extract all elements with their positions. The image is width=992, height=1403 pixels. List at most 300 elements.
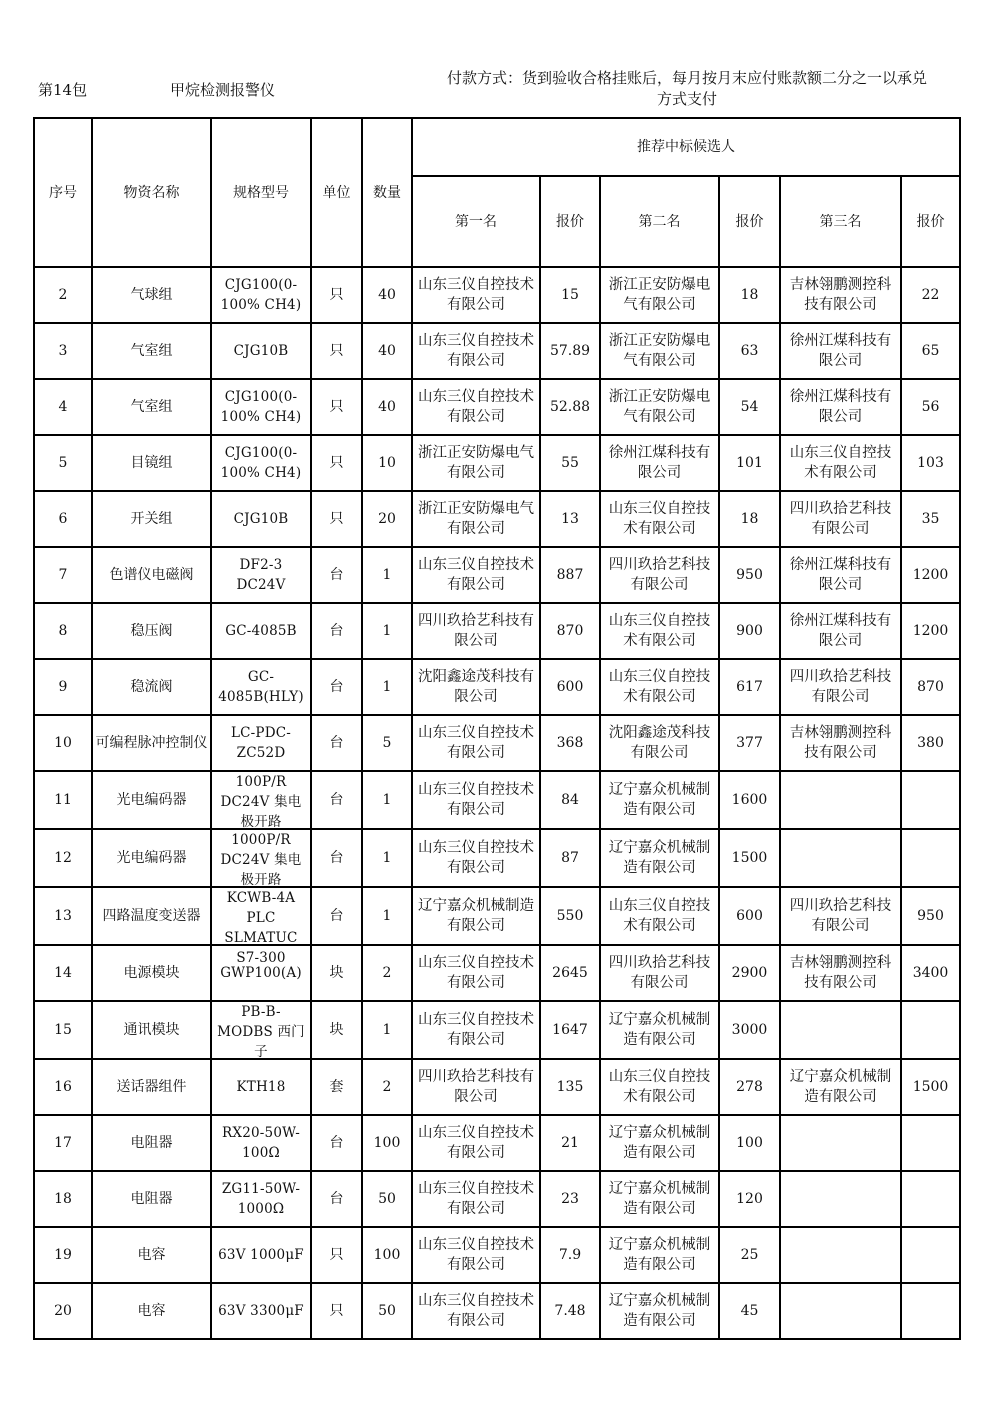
table-row [34, 659, 960, 715]
cell-seq-text: 10 [54, 735, 72, 751]
cell-spec-text: KTH18 [236, 1079, 286, 1095]
cell-first [412, 1059, 540, 1115]
cell-price3-text: 56 [921, 399, 940, 415]
cell-third [780, 379, 901, 435]
cell-price1 [540, 945, 600, 1001]
cell-first-text: 山东三仪自控技术有限公司 [418, 1012, 534, 1048]
cell-second-text: 浙江正安防爆电气有限公司 [608, 389, 711, 425]
cell-price1-text: 13 [561, 511, 579, 527]
cell-seq-text: 5 [58, 455, 68, 471]
cell-unit-text: 台 [329, 679, 344, 695]
cell-price1 [540, 1283, 600, 1339]
cell-price2 [719, 1059, 780, 1115]
cell-third [780, 491, 901, 547]
cell-price2 [719, 603, 780, 659]
cell-second-text: 辽宁嘉众机械制造有限公司 [608, 840, 711, 876]
cell-third [780, 945, 901, 1001]
cell-third-text: 吉林翎鹏测控科技有限公司 [789, 725, 892, 761]
cell-price1 [540, 771, 600, 829]
cell-price1-text: 600 [556, 679, 584, 695]
cell-seq [34, 1227, 92, 1283]
cell-second [600, 771, 719, 829]
cell-spec [211, 659, 311, 715]
cell-second [600, 435, 719, 491]
cell-unit [311, 547, 362, 603]
cell-third-text: 辽宁嘉众机械制造有限公司 [789, 1069, 892, 1105]
cell-third [780, 887, 901, 945]
cell-price2 [719, 547, 780, 603]
cell-unit-text: 台 [329, 567, 344, 583]
cell-unit [311, 1283, 362, 1339]
cell-spec-text: GC-4085B [225, 623, 297, 639]
table-row [34, 603, 960, 659]
cell-second [600, 659, 719, 715]
cell-first [412, 887, 540, 945]
cell-price2 [719, 887, 780, 945]
cell-unit-text: 台 [329, 792, 344, 808]
table-row [34, 1059, 960, 1115]
cell-price3 [901, 945, 960, 1001]
cell-price1-text: 550 [556, 908, 584, 924]
cell-price2 [719, 945, 780, 1001]
cell-second-text: 辽宁嘉众机械制造有限公司 [608, 1012, 711, 1048]
table-row [34, 491, 960, 547]
cell-spec-text: CJG10B [233, 511, 289, 527]
cell-third [780, 547, 901, 603]
cell-name [92, 1059, 211, 1115]
cell-unit [311, 659, 362, 715]
cell-second [600, 887, 719, 945]
cell-price1 [540, 1227, 600, 1283]
cell-price1-text: 84 [561, 792, 579, 808]
cell-price3 [901, 1283, 960, 1339]
cell-spec [211, 1115, 311, 1171]
cell-qty-text: 50 [378, 1191, 396, 1207]
cell-price1 [540, 1115, 600, 1171]
cell-name-text: 送话器组件 [116, 1079, 187, 1095]
cell-third-text: 四川玖拾艺科技有限公司 [789, 669, 892, 705]
cell-second [600, 1059, 719, 1115]
cell-price1-text: 52.88 [549, 399, 591, 415]
cell-first-text: 浙江正安防爆电气有限公司 [418, 445, 534, 481]
cell-name-text: 通讯模块 [123, 1022, 180, 1038]
cell-seq-text: 17 [54, 1135, 72, 1151]
cell-spec-text: GC-4085B(HLY) [218, 669, 304, 705]
cell-seq-text: 8 [58, 623, 68, 639]
cell-unit-text: 套 [329, 1079, 344, 1095]
cell-qty [362, 1001, 412, 1059]
cell-unit [311, 945, 362, 1001]
cell-seq [34, 267, 92, 323]
cell-spec-text: CJG100(0-100% CH4) [220, 277, 302, 313]
cell-first-text: 沈阳鑫途茂科技有限公司 [418, 669, 534, 705]
cell-spec-text: RX20-50W-100Ω [222, 1125, 300, 1161]
cell-price3-text: 1200 [912, 623, 949, 639]
cell-second [600, 1171, 719, 1227]
cell-qty-text: 1 [382, 567, 392, 583]
cell-price3-text: 22 [921, 287, 940, 303]
cell-seq [34, 829, 92, 887]
cell-price1-text: 15 [561, 287, 579, 303]
cell-qty [362, 1227, 412, 1283]
cell-qty-text: 40 [378, 399, 396, 415]
cell-name-text: 电源模块 [123, 965, 180, 981]
cell-price2-text: 950 [736, 567, 763, 583]
cell-name-text: 电容 [137, 1247, 166, 1263]
cell-unit [311, 1227, 362, 1283]
cell-first-text: 山东三仪自控技术有限公司 [418, 782, 534, 818]
cell-spec [211, 1283, 311, 1339]
table-row [34, 771, 960, 829]
cell-qty-text: 40 [378, 287, 396, 303]
payment-terms [404, 68, 970, 110]
cell-name-text: 电阻器 [130, 1135, 173, 1151]
cell-price2 [719, 1115, 780, 1171]
cell-price3 [901, 771, 960, 829]
cell-qty [362, 829, 412, 887]
cell-third [780, 1171, 901, 1227]
cell-unit [311, 267, 362, 323]
cell-qty-text: 1 [382, 623, 392, 639]
cell-price1-text: 7.48 [554, 1303, 586, 1319]
table-row [34, 715, 960, 771]
table-row [34, 1171, 960, 1227]
cell-third-text: 吉林翎鹏测控科技有限公司 [789, 277, 892, 313]
header-first: 第一名 [412, 176, 540, 267]
cell-third [780, 1227, 901, 1283]
cell-unit [311, 603, 362, 659]
cell-second [600, 379, 719, 435]
cell-spec-text: CJG10B [233, 343, 289, 359]
cell-first-text: 山东三仪自控技术有限公司 [418, 725, 534, 761]
cell-spec [211, 829, 311, 887]
cell-name [92, 435, 211, 491]
cell-name-text: 气球组 [130, 287, 173, 303]
cell-price2 [719, 715, 780, 771]
cell-spec [211, 1059, 311, 1115]
cell-first [412, 379, 540, 435]
cell-qty [362, 1059, 412, 1115]
cell-first-text: 辽宁嘉众机械制造有限公司 [418, 898, 534, 934]
cell-price2-text: 18 [740, 511, 759, 527]
cell-qty [362, 547, 412, 603]
cell-third-text: 徐州江煤科技有限公司 [789, 557, 892, 593]
cell-price2 [719, 771, 780, 829]
cell-seq [34, 659, 92, 715]
cell-spec [211, 491, 311, 547]
cell-second-text: 辽宁嘉众机械制造有限公司 [608, 1181, 711, 1217]
cell-spec [211, 715, 311, 771]
cell-price2 [719, 1001, 780, 1059]
cell-spec [211, 547, 311, 603]
header-price3: 报价 [901, 176, 960, 267]
cell-price3 [901, 547, 960, 603]
cell-name [92, 1171, 211, 1227]
cell-price1 [540, 435, 600, 491]
cell-name [92, 323, 211, 379]
cell-qty-text: 1 [382, 850, 392, 866]
cell-price2-text: 1600 [731, 792, 768, 808]
header-second: 第二名 [600, 176, 719, 267]
cell-spec [211, 379, 311, 435]
table-row [34, 379, 960, 435]
cell-first-text: 山东三仪自控技术有限公司 [418, 389, 534, 425]
cell-price1 [540, 1171, 600, 1227]
cell-qty [362, 771, 412, 829]
cell-first-text: 山东三仪自控技术有限公司 [418, 1237, 534, 1273]
cell-price1-text: 2645 [552, 965, 588, 981]
cell-unit-text: 台 [329, 735, 344, 751]
cell-qty-text: 10 [378, 455, 396, 471]
cell-third-text: 四川玖拾艺科技有限公司 [789, 501, 892, 537]
cell-third-text: 四川玖拾艺科技有限公司 [789, 898, 892, 934]
cell-price1 [540, 323, 600, 379]
cell-spec-text: KCWB-4A PLC SLMATUC S7-300 [224, 890, 298, 966]
cell-name-text: 气室组 [130, 399, 173, 415]
cell-price2-text: 278 [736, 1079, 763, 1095]
cell-first-text: 山东三仪自控技术有限公司 [418, 557, 534, 593]
cell-second-text: 辽宁嘉众机械制造有限公司 [608, 1237, 711, 1273]
cell-first [412, 603, 540, 659]
cell-price2 [719, 1283, 780, 1339]
cell-unit-text: 台 [329, 1191, 344, 1207]
cell-third [780, 715, 901, 771]
cell-price3-text: 103 [917, 455, 944, 471]
cell-price2-text: 63 [740, 343, 759, 359]
cell-name-text: 开关组 [130, 511, 173, 527]
cell-second [600, 1283, 719, 1339]
cell-second-text: 辽宁嘉众机械制造有限公司 [608, 1125, 711, 1161]
cell-name-text: 稳压阀 [130, 623, 173, 639]
cell-name [92, 887, 211, 945]
cell-first-text: 山东三仪自控技术有限公司 [418, 840, 534, 876]
cell-spec-text: GWP100(A) [220, 965, 302, 981]
cell-price2 [719, 659, 780, 715]
cell-unit [311, 771, 362, 829]
cell-first [412, 771, 540, 829]
cell-spec [211, 435, 311, 491]
cell-price3 [901, 1115, 960, 1171]
cell-third [780, 1115, 901, 1171]
cell-qty [362, 267, 412, 323]
cell-third-text: 徐州江煤科技有限公司 [789, 389, 892, 425]
cell-price1-text: 135 [556, 1079, 584, 1095]
cell-spec-text: 1000P/R DC24V 集电极开路 [220, 832, 302, 888]
cell-qty [362, 715, 412, 771]
cell-price3 [901, 1171, 960, 1227]
table-row [34, 547, 960, 603]
cell-spec-text: 63V 1000μF [218, 1247, 304, 1263]
cell-first [412, 435, 540, 491]
cell-first [412, 945, 540, 1001]
cell-second [600, 1227, 719, 1283]
cell-price3-text: 870 [917, 679, 944, 695]
cell-price1 [540, 887, 600, 945]
table-row [34, 887, 960, 945]
cell-price3 [901, 435, 960, 491]
cell-spec-text: LC-PDC-ZC52D [230, 725, 292, 761]
cell-first-text: 山东三仪自控技术有限公司 [418, 1293, 534, 1329]
cell-qty [362, 491, 412, 547]
cell-first [412, 715, 540, 771]
cell-seq-text: 14 [54, 965, 72, 981]
cell-spec [211, 771, 311, 829]
cell-seq [34, 887, 92, 945]
cell-seq-text: 20 [54, 1303, 72, 1319]
cell-second-text: 四川玖拾艺科技有限公司 [608, 557, 711, 593]
cell-unit-text: 只 [329, 343, 344, 359]
cell-price2 [719, 1171, 780, 1227]
cell-qty [362, 887, 412, 945]
cell-third-text: 山东三仪自控技术有限公司 [789, 445, 892, 481]
cell-price1 [540, 603, 600, 659]
table-row [34, 1115, 960, 1171]
cell-unit-text: 台 [329, 850, 344, 866]
cell-spec [211, 267, 311, 323]
cell-seq-text: 11 [54, 792, 72, 808]
cell-qty [362, 323, 412, 379]
table-row [34, 435, 960, 491]
cell-unit-text: 只 [329, 455, 344, 471]
cell-price2 [719, 829, 780, 887]
cell-price2-text: 45 [740, 1303, 759, 1319]
cell-first [412, 1171, 540, 1227]
payment-line-1: 付款方式：货到验收合格挂账后，每月按月末应付账款额二分之一以承兑 [446, 69, 927, 87]
cell-qty [362, 945, 412, 1001]
cell-first [412, 547, 540, 603]
cell-name [92, 659, 211, 715]
cell-price3 [901, 323, 960, 379]
cell-second-text: 山东三仪自控技术有限公司 [608, 1069, 711, 1105]
cell-price2 [719, 379, 780, 435]
cell-spec [211, 323, 311, 379]
cell-spec-text: CJG100(0-100% CH4) [220, 445, 302, 481]
cell-second [600, 267, 719, 323]
cell-third [780, 603, 901, 659]
cell-qty-text: 100 [373, 1135, 401, 1151]
cell-seq [34, 1171, 92, 1227]
cell-unit [311, 491, 362, 547]
cell-spec [211, 1171, 311, 1227]
cell-second-text: 徐州江煤科技有限公司 [608, 445, 711, 481]
cell-second-text: 山东三仪自控技术有限公司 [608, 669, 711, 705]
cell-name [92, 1001, 211, 1059]
cell-qty-text: 1 [382, 908, 392, 924]
cell-name [92, 267, 211, 323]
cell-price3 [901, 603, 960, 659]
cell-spec [211, 1001, 311, 1059]
cell-name [92, 1283, 211, 1339]
cell-qty-text: 5 [382, 735, 392, 751]
cell-second-text: 山东三仪自控技术有限公司 [608, 613, 711, 649]
cell-qty [362, 1171, 412, 1227]
cell-third [780, 829, 901, 887]
cell-name [92, 491, 211, 547]
cell-unit-text: 台 [329, 623, 344, 639]
cell-first [412, 1001, 540, 1059]
cell-name [92, 379, 211, 435]
cell-qty-text: 40 [378, 343, 396, 359]
cell-first [412, 323, 540, 379]
cell-price3 [901, 1227, 960, 1283]
cell-spec-text: 100P/R DC24V 集电极开路 [220, 774, 302, 830]
cell-price3-text: 1500 [912, 1079, 949, 1095]
cell-name-text: 光电编码器 [116, 850, 187, 866]
cell-second [600, 829, 719, 887]
cell-price1 [540, 379, 600, 435]
header-seq: 序号 [34, 118, 92, 267]
cell-first-text: 山东三仪自控技术有限公司 [418, 277, 534, 313]
cell-first [412, 1115, 540, 1171]
cell-name-text: 电阻器 [130, 1191, 173, 1207]
cell-third [780, 771, 901, 829]
cell-qty-text: 20 [378, 511, 396, 527]
cell-price2-text: 600 [736, 908, 763, 924]
cell-second-text: 山东三仪自控技术有限公司 [608, 501, 711, 537]
cell-first [412, 829, 540, 887]
cell-price1 [540, 1001, 600, 1059]
cell-seq-text: 18 [54, 1191, 72, 1207]
cell-price1-text: 23 [561, 1191, 579, 1207]
cell-third [780, 1001, 901, 1059]
cell-third-text: 徐州江煤科技有限公司 [789, 333, 892, 369]
cell-qty-text: 100 [373, 1247, 401, 1263]
cell-price3 [901, 659, 960, 715]
cell-name-text: 四路温度变送器 [102, 908, 201, 924]
cell-price1-text: 57.89 [549, 343, 591, 359]
cell-seq [34, 1059, 92, 1115]
cell-price2-text: 25 [740, 1247, 759, 1263]
cell-second [600, 945, 719, 1001]
cell-spec-text: ZG11-50W-1000Ω [221, 1181, 301, 1217]
header-price2: 报价 [719, 176, 780, 267]
cell-price3-text: 950 [917, 908, 944, 924]
cell-unit-text: 台 [329, 908, 344, 924]
cell-spec-text: CJG100(0-100% CH4) [220, 389, 302, 425]
cell-price3 [901, 1001, 960, 1059]
cell-seq [34, 715, 92, 771]
cell-unit-text: 只 [329, 511, 344, 527]
cell-price3 [901, 715, 960, 771]
header-unit: 单位 [311, 118, 362, 267]
cell-price3-text: 1200 [912, 567, 949, 583]
cell-unit-text: 块 [329, 1022, 344, 1038]
cell-qty [362, 1283, 412, 1339]
cell-unit-text: 台 [329, 1135, 344, 1151]
cell-price2 [719, 323, 780, 379]
header-price1: 报价 [540, 176, 600, 267]
cell-second [600, 603, 719, 659]
cell-price2-text: 3000 [731, 1022, 768, 1038]
cell-unit-text: 只 [329, 399, 344, 415]
cell-first-text: 山东三仪自控技术有限公司 [418, 1125, 534, 1161]
cell-second-text: 辽宁嘉众机械制造有限公司 [608, 782, 711, 818]
cell-qty-text: 1 [382, 679, 392, 695]
cell-unit-text: 只 [329, 1247, 344, 1263]
cell-price3-text: 380 [917, 735, 944, 751]
cell-unit [311, 1059, 362, 1115]
cell-seq [34, 1115, 92, 1171]
cell-seq [34, 323, 92, 379]
cell-seq-text: 3 [58, 343, 68, 359]
header-recommend: 推荐中标候选人 [412, 118, 960, 176]
cell-price3 [901, 267, 960, 323]
cell-first [412, 1227, 540, 1283]
cell-price1-text: 870 [556, 623, 584, 639]
cell-second-text: 山东三仪自控技术有限公司 [608, 898, 711, 934]
cell-price2-text: 18 [740, 287, 759, 303]
cell-price2-text: 617 [736, 679, 763, 695]
